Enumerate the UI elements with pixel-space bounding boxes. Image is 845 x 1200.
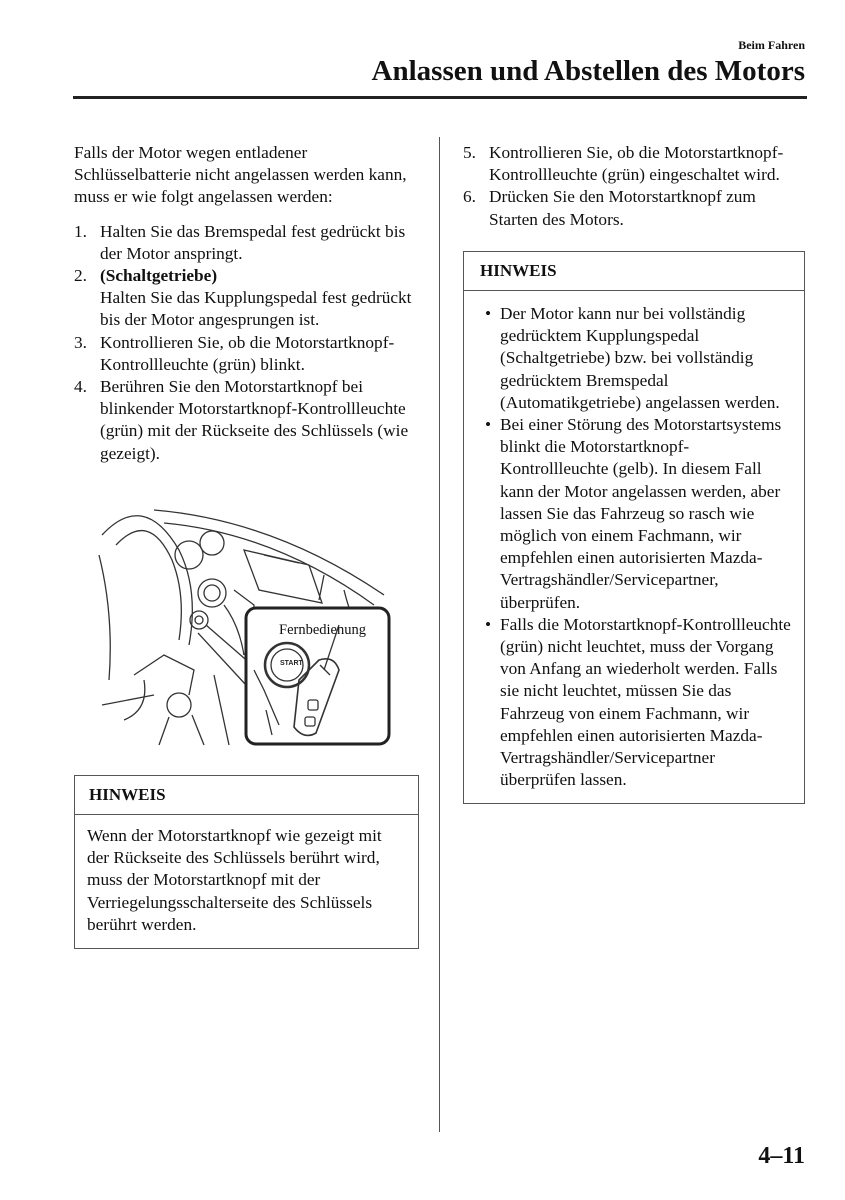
start-button-label: START <box>280 659 303 667</box>
left-column <box>74 142 419 949</box>
bullet-text: Falls die Motorstartknopf-Kontrollleuchte (grün) nicht leuchtet, muss der Vorgang von Anfang an wiederholt werden. Falls sie nicht leuchtet, müssen Sie das Fahrzeug von einem Fachmann, wir empfehlen einen autorisierten Mazda-Vertragshändler/Servicepartner überprüfen lassen. <box>500 614 791 790</box>
step-text: Berühren Sie den Motorstartknopf bei blinkender Motorstartknopf-Kontrollleuchte (grün) mit der Rückseite des Schlüssels (wie gezeigt). <box>100 377 409 463</box>
note-box-right <box>463 251 805 805</box>
step-item <box>74 221 419 265</box>
column-divider <box>439 137 440 1132</box>
step-number: 1. <box>74 221 87 241</box>
bullet-item <box>476 414 792 614</box>
step-number: 4. <box>74 377 87 397</box>
note-box-left <box>74 775 419 949</box>
dashboard-drawing <box>94 495 424 755</box>
note-heading: HINWEIS <box>75 776 418 815</box>
step-item <box>74 332 419 376</box>
step-text: Kontrollieren Sie, ob die Motorstartknopf-Kontrollleuchte (grün) blinkt. <box>100 332 395 374</box>
steps-list <box>74 221 419 465</box>
step-text: Drücken Sie den Motorstartknopf zum Starten des Motors. <box>489 187 756 229</box>
dashboard-illustration <box>94 495 424 755</box>
right-column <box>463 142 808 804</box>
note-text: Wenn der Motorstartknopf wie gezeigt mit der Rückseite des Schlüssels berührt wird, muss der Motorstartknopf mit der Verriegelungsschalterseite des Schlüssels berührt werden. <box>87 826 382 934</box>
step-number: 2. <box>74 266 87 286</box>
step-item <box>74 376 419 465</box>
step-item <box>463 142 808 186</box>
steps-list-continued <box>463 142 808 231</box>
step-number: 5. <box>463 143 476 162</box>
header-rule <box>73 96 807 99</box>
bullet-dot-icon: • <box>484 304 492 324</box>
step-text: Halten Sie das Bremspedal fest gedrückt bis der Motor anspringt. <box>100 221 406 263</box>
bullet-dot-icon: • <box>484 415 492 435</box>
note-heading: HINWEIS <box>464 252 804 291</box>
step-subheading: (Schaltgetriebe) <box>100 266 218 286</box>
bullet-text: Bei einer Störung des Motorstartsystems blinkt die Motorstartknopf-Kontrollleuchte (gelb). In diesem Fall kann der Motor angelassen werden, aber lassen Sie das Fahrzeug so rasch wie möglich von einem Fachmann, wir empfehlen einen autorisierten Mazda-Vertragshändler/Servicepartner, überprüfen. <box>500 415 782 612</box>
step-item <box>74 265 419 332</box>
bullet-dot-icon: • <box>484 614 492 634</box>
bullet-item <box>476 614 792 792</box>
section-label: Beim Fahren <box>738 38 805 52</box>
note-bullets <box>476 303 792 791</box>
bullet-item <box>476 303 792 414</box>
step-number: 3. <box>74 332 87 352</box>
intro-paragraph: Falls der Motor wegen entladener Schlüsselbatterie nicht angelassen werden kann, muss er wie folgt angelassen werden: <box>74 143 407 207</box>
page-number: 4–11 <box>758 1143 805 1169</box>
step-text: Halten Sie das Kupplungspedal fest gedrückt bis der Motor angesprungen ist. <box>100 288 412 330</box>
step-number: 6. <box>463 187 476 207</box>
callout-label: Fernbedienung <box>279 621 366 638</box>
page-title: Anlassen und Abstellen des Motors <box>371 55 805 87</box>
step-text: Kontrollieren Sie, ob die Motorstartknopf-Kontrollleuchte (grün) eingeschaltet wird. <box>489 143 784 185</box>
step-item <box>463 186 808 230</box>
bullet-text: Der Motor kann nur bei vollständig gedrücktem Kupplungspedal (Schaltgetriebe) bzw. bei vollständig gedrücktem Bremspedal (Automatikgetriebe) angelassen werden. <box>500 304 780 412</box>
